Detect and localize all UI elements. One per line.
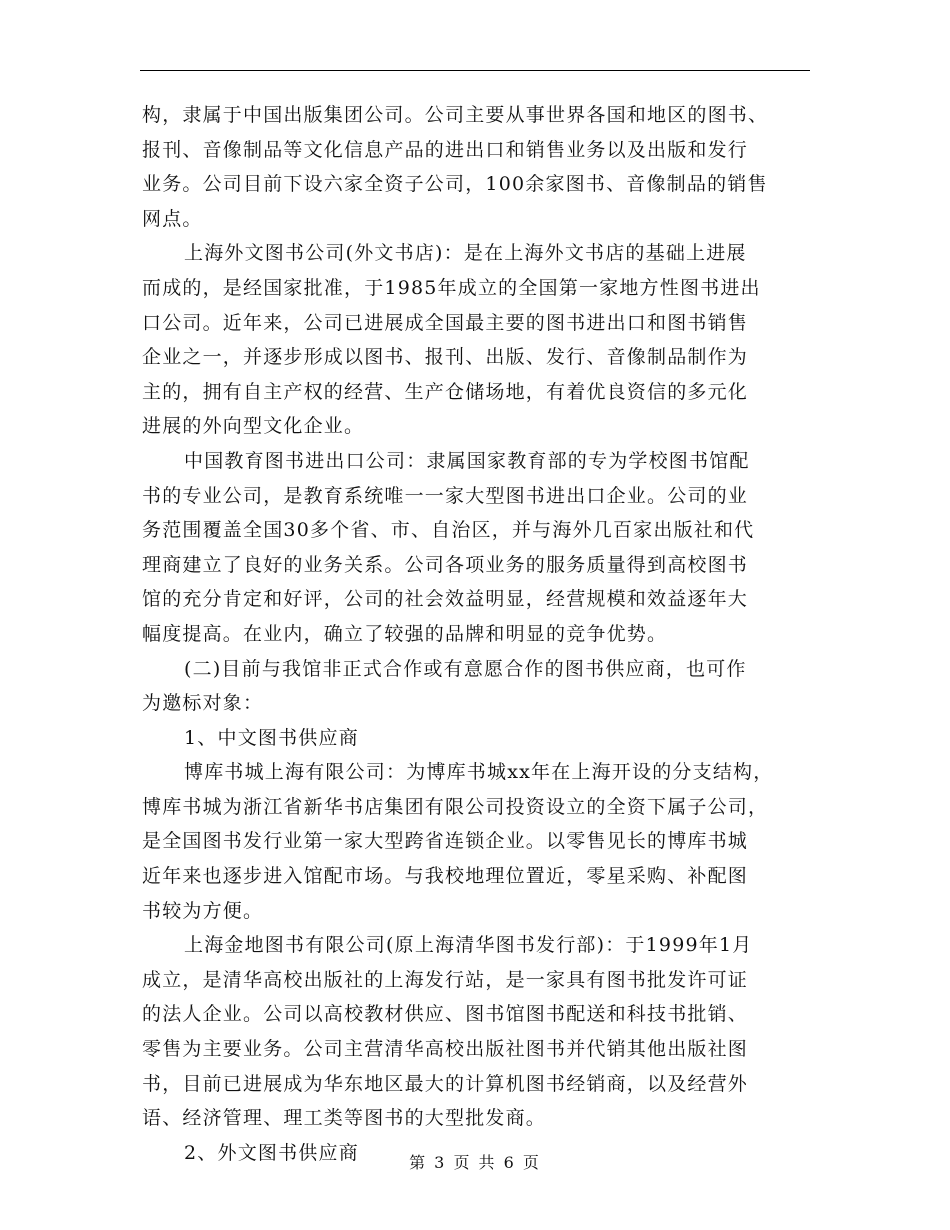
text-line: 近年来也逐步进入馆配市场。与我校地理位置近，零星采购、补配图 xyxy=(142,865,749,888)
text-line: 业务。公司目前下设六家全资子公司，100余家图书、音像制品的销售 xyxy=(142,173,768,196)
section-heading: 2、外文图书供应商 xyxy=(184,1141,359,1164)
body-text xyxy=(142,98,822,1170)
text-line: 务范围覆盖全国30多个省、市、自治区，并与海外几百家出版社和代 xyxy=(142,519,755,542)
paragraph-start-line: 中国教育图书进出口公司：隶属国家教育部的专为学校图书馆配 xyxy=(184,449,750,472)
text-line: 报刊、音像制品等文化信息产品的进出口和销售业务以及出版和发行 xyxy=(142,138,749,161)
paragraph-start-line: 上海金地图书有限公司(原上海清华图书发行部)：于1999年1月 xyxy=(184,934,753,957)
text-line: 零售为主要业务。公司主营清华高校出版社图书并代销其他出版社图 xyxy=(142,1038,749,1061)
paragraph-start-line: 博库书城上海有限公司：为博库书城xx年在上海开设的分支结构， xyxy=(184,761,774,784)
text-line: 书，目前已进展成为华东地区最大的计算机图书经销商，以及经营外 xyxy=(142,1072,749,1095)
paragraph-start-line: (二)目前与我馆非正式合作或有意愿合作的图书供应商，也可作 xyxy=(184,657,747,680)
text-line: 语、经济管理、理工类等图书的大型批发商。 xyxy=(142,1107,547,1130)
text-line: 成立，是清华高校出版社的上海发行站，是一家具有图书批发许可证 xyxy=(142,968,749,991)
text-line: 企业之一，并逐步形成以图书、报刊、出版、发行、音像制品制作为 xyxy=(142,346,749,369)
text-line: 进展的外向型文化企业。 xyxy=(142,415,365,438)
paragraph-start-line: 上海外文图书公司(外文书店)：是在上海外文书店的基础上进展 xyxy=(184,242,747,265)
text-line: 为邀标对象： xyxy=(142,692,264,715)
text-line: 博库书城为浙江省新华书店集团有限公司投资设立的全资下属子公司， xyxy=(142,795,769,818)
text-line: 是全国图书发行业第一家大型跨省连锁企业。以零售见长的博库书城 xyxy=(142,830,749,853)
text-line: 馆的充分肯定和好评，公司的社会效益明显，经营规模和效益逐年大 xyxy=(142,588,749,611)
page-number-footer: 第 3 页 共 6 页 xyxy=(409,1153,541,1172)
text-line: 构，隶属于中国出版集团公司。公司主要从事世界各国和地区的图书、 xyxy=(142,104,769,126)
text-line: 书较为方便。 xyxy=(142,899,264,922)
text-line: 的法人企业。公司以高校教材供应、图书馆图书配送和科技书批销、 xyxy=(142,1003,749,1026)
text-line: 幅度提高。在业内，确立了较强的品牌和明显的竞争优势。 xyxy=(142,622,668,645)
text-line: 书的专业公司，是教育系统唯一一家大型图书进出口企业。公司的业 xyxy=(142,484,749,507)
text-line: 网点。 xyxy=(142,207,203,230)
text-line: 理商建立了良好的业务关系。公司各项业务的服务质量得到高校图书 xyxy=(142,553,749,576)
text-line: 主的，拥有自主产权的经营、生产仓储场地，有着优良资信的多元化 xyxy=(142,380,749,403)
header-rule xyxy=(140,70,810,71)
text-line: 而成的，是经国家批准，于1985年成立的全国第一家地方性图书进出 xyxy=(142,276,761,299)
text-line: 口公司。近年来，公司已进展成全国最主要的图书进出口和图书销售 xyxy=(142,311,749,334)
section-heading: 1、中文图书供应商 xyxy=(184,726,359,749)
